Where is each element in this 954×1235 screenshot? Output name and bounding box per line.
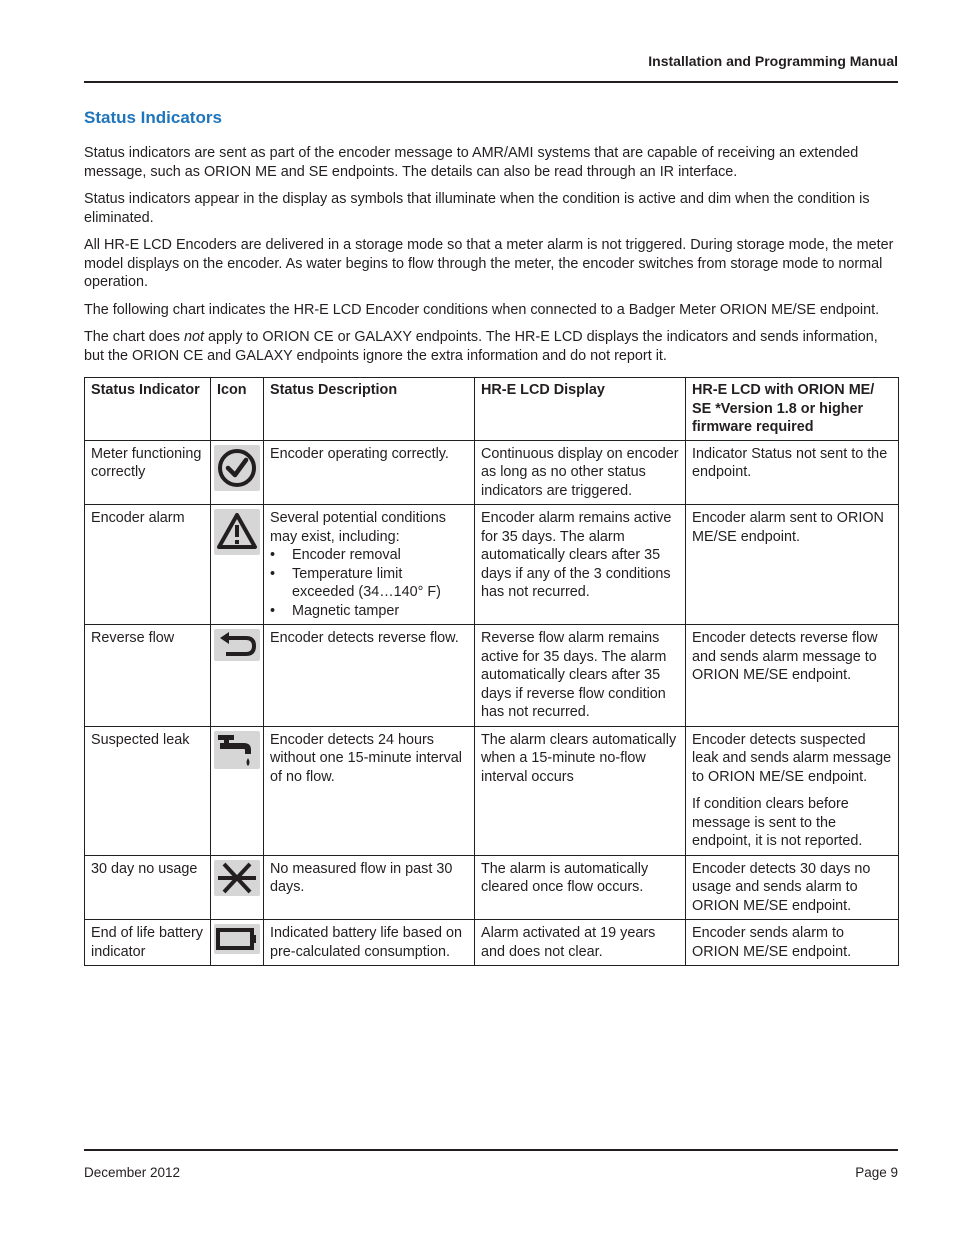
- column-header-icon: Icon: [211, 378, 264, 441]
- orion-cell: Encoder sends alarm to ORION ME/SE endpoint.: [686, 920, 899, 966]
- description-cell: Encoder detects reverse flow.: [264, 625, 475, 727]
- description-cell: Indicated battery life based on pre-calculated consumption.: [264, 920, 475, 966]
- check-circle-icon: [214, 445, 260, 491]
- battery-icon: [214, 924, 260, 954]
- description-cell: No measured flow in past 30 days.: [264, 855, 475, 920]
- display-cell: Continuous display on encoder as long as no other status indicators are triggered.: [475, 440, 686, 505]
- column-header-lcd-display: HR-E LCD Display: [475, 378, 686, 441]
- indicator-cell: Meter functioning correctly: [85, 440, 211, 505]
- description-intro: Several potential conditions may exist, including:: [270, 510, 446, 545]
- table-row: [85, 920, 899, 966]
- table-row: [85, 440, 899, 505]
- section-title: Status Indicators: [84, 108, 222, 127]
- table-row: [85, 855, 899, 920]
- table-header-row: [85, 378, 899, 441]
- faucet-leak-icon: [214, 731, 260, 769]
- column-header-status-description: Status Description: [264, 378, 475, 441]
- orion-cell: Indicator Status not sent to the endpoint.: [686, 440, 899, 505]
- display-cell: Alarm activated at 19 years and does not clear.: [475, 920, 686, 966]
- intro-paragraph-4: The following chart indicates the HR-E LCD Encoder conditions when connected to a Badger Meter ORION ME/SE endpoint.: [84, 301, 880, 318]
- running-header-title: Installation and Programming Manual: [648, 53, 898, 69]
- intro-paragraph-1: Status indicators are sent as part of the encoder message to AMR/AMI systems that are capable of receiving an extended message, such as ORION ME and SE endpoints. The details can also be read through an IR interface.: [84, 145, 859, 180]
- orion-cell: Encoder detects reverse flow and sends alarm message to ORION ME/SE endpoint.: [686, 625, 899, 727]
- orion-cell: [686, 726, 899, 855]
- intro-paragraph-2: Status indicators appear in the display as symbols that illuminate when the condition is active and dim when the condition is eliminated.: [84, 191, 870, 226]
- description-cell: [264, 505, 475, 625]
- indicator-cell: Suspected leak: [85, 726, 211, 855]
- condition-list: [270, 546, 468, 620]
- table-row: [85, 726, 899, 855]
- note-text-before: The chart does: [84, 329, 184, 345]
- display-cell: The alarm clears automatically when a 15-minute no-flow interval occurs: [475, 726, 686, 855]
- column-header-orion: HR-E LCD with ORION ME/ SE *Version 1.8 or higher firmware required: [686, 378, 899, 441]
- display-cell: Encoder alarm remains active for 35 days. The alarm automatically clears after 35 days if any of the 3 conditions has not recurred.: [475, 505, 686, 625]
- indicator-cell: Reverse flow: [85, 625, 211, 727]
- list-item: • Magnetic tamper: [270, 602, 468, 621]
- page-content: [84, 108, 898, 966]
- no-usage-icon: [214, 860, 260, 896]
- note-text-after: apply to ORION CE or GALAXY endpoints. The HR-E LCD displays the indicators and sends information, but the ORION CE and GALAXY endpoints ignore the extra information and do not report it.: [84, 329, 878, 364]
- column-header-status-indicator: Status Indicator: [85, 378, 211, 441]
- note-emphasis: not: [184, 329, 205, 345]
- note-paragraph: [84, 328, 898, 365]
- footer-date: December 2012: [84, 1165, 181, 1180]
- warning-triangle-icon: [214, 509, 260, 555]
- indicator-cell: End of life battery indicator: [85, 920, 211, 966]
- orion-text: Encoder detects suspected leak and sends alarm message to ORION ME/SE endpoint.: [692, 731, 892, 785]
- footer-rule: [84, 1149, 898, 1151]
- display-cell: The alarm is automatically cleared once flow occurs.: [475, 855, 686, 920]
- description-cell: Encoder operating correctly.: [264, 440, 475, 505]
- reverse-arrow-icon: [214, 629, 260, 661]
- intro-paragraph-3: All HR-E LCD Encoders are delivered in a storage mode so that a meter alarm is not triggered. During storage mode, the meter model displays on the encoder. As water begins to flow through the meter, the encoder switches from storage mode to normal operation.: [84, 237, 894, 290]
- orion-cell: Encoder detects 30 days no usage and sends alarm to ORION ME/SE endpoint.: [686, 855, 899, 920]
- status-indicator-table: [84, 377, 899, 966]
- table-row: [85, 505, 899, 625]
- description-cell: Encoder detects 24 hours without one 15-minute interval of no flow.: [264, 726, 475, 855]
- footer-page-number: Page 9: [855, 1165, 898, 1180]
- indicator-cell: Encoder alarm: [85, 505, 211, 625]
- display-cell: Reverse flow alarm remains active for 35 days. The alarm automatically clears after 35 days if reverse flow condition has not recurred.: [475, 625, 686, 727]
- list-item: • Encoder removal: [270, 546, 468, 565]
- orion-cell: Encoder alarm sent to ORION ME/SE endpoint.: [686, 505, 899, 625]
- list-item: • Temperature limit exceeded (34…140° F): [270, 565, 468, 602]
- header-rule: [84, 81, 898, 83]
- indicator-cell: 30 day no usage: [85, 855, 211, 920]
- orion-extra-text: If condition clears before message is sent to the endpoint, it is not reported.: [692, 796, 863, 849]
- table-row: [85, 625, 899, 727]
